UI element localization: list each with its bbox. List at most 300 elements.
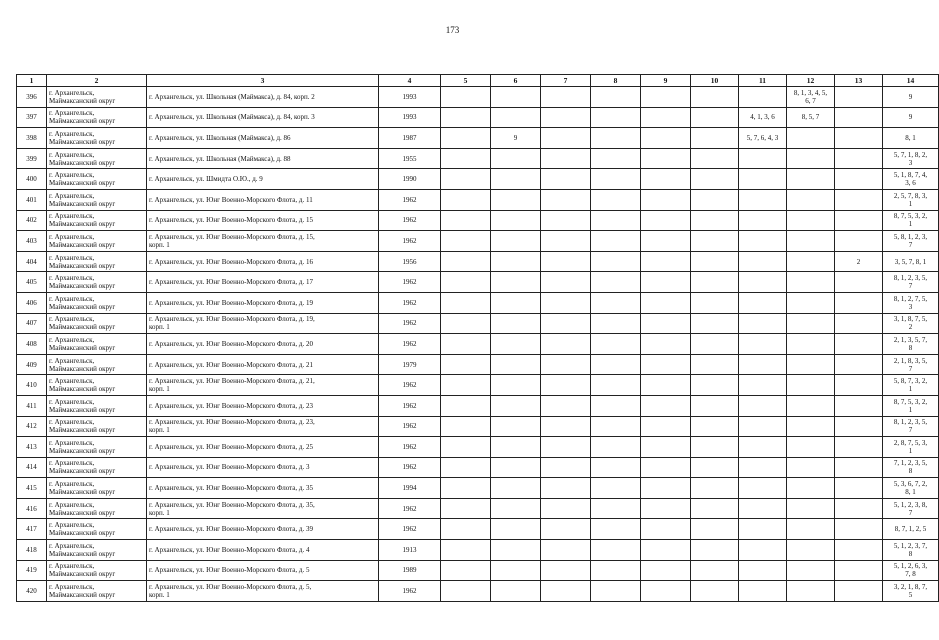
col-10-cell xyxy=(691,416,739,437)
table-row xyxy=(17,251,939,272)
col-8-cell xyxy=(591,251,641,272)
col-14-cell-line2: 1 xyxy=(908,385,913,394)
col-8-cell xyxy=(591,231,641,252)
row-number: 409 xyxy=(17,354,47,375)
district-cell-line1: г. Архангельск, xyxy=(49,480,95,489)
col-8-cell xyxy=(591,87,641,108)
district-cell xyxy=(47,375,147,396)
col-8-cell xyxy=(591,169,641,190)
col-12-cell: 8, 5, 7 xyxy=(787,107,835,128)
address-cell: г. Архангельск, ул. Юнг Военно-Морского Флота, д. 17 xyxy=(147,272,379,293)
district-cell-line1: г. Архангельск, xyxy=(49,171,95,180)
col-6-cell xyxy=(491,478,541,499)
col-14-cell-line1: 3, 2, 1, 8, 7, xyxy=(893,583,928,592)
col-9-cell xyxy=(641,478,691,499)
year-cell: 1962 xyxy=(379,457,441,478)
col-14-cell: 8, 7, 1, 2, 5 xyxy=(883,519,939,540)
district-cell-line2: Маймаксанский округ xyxy=(49,570,116,579)
district-cell xyxy=(47,210,147,231)
district-cell-line1: г. Архангельск, xyxy=(49,459,95,468)
col-9-cell xyxy=(641,169,691,190)
col-13-cell xyxy=(835,334,883,355)
col-7-cell xyxy=(541,231,591,252)
row-number: 400 xyxy=(17,169,47,190)
year-cell: 1993 xyxy=(379,107,441,128)
col-13-cell xyxy=(835,375,883,396)
district-cell-line1: г. Архангельск, xyxy=(49,541,95,550)
col-12-cell xyxy=(787,437,835,458)
col-12-cell xyxy=(787,375,835,396)
col-9-cell xyxy=(641,354,691,375)
col-14-cell-line2: 2 xyxy=(908,323,913,332)
year-cell: 1962 xyxy=(379,292,441,313)
address-cell-line1: г. Архангельск, ул. Юнг Военно-Морского Флота, д. 19, xyxy=(149,315,315,324)
col-7-cell xyxy=(541,437,591,458)
table-row xyxy=(17,313,939,334)
year-cell: 1962 xyxy=(379,581,441,602)
col-7-cell xyxy=(541,334,591,355)
row-number: 403 xyxy=(17,231,47,252)
col-8-cell xyxy=(591,375,641,396)
address-cell: г. Архангельск, ул. Юнг Военно-Морского Флота, д. 3 xyxy=(147,457,379,478)
district-cell-line1: г. Архангельск, xyxy=(49,335,95,344)
col-6-cell xyxy=(491,87,541,108)
col-11-cell xyxy=(739,169,787,190)
col-14-cell-line2: 8 xyxy=(908,343,913,352)
col-14-cell xyxy=(883,334,939,355)
district-cell-line1: г. Архангельск, xyxy=(49,315,95,324)
row-number: 416 xyxy=(17,498,47,519)
col-14-cell-line1: 2, 1, 8, 3, 5, xyxy=(893,356,928,365)
district-cell-line2: Маймаксанский округ xyxy=(49,591,116,600)
col-10-cell xyxy=(691,540,739,561)
district-cell xyxy=(47,540,147,561)
col-7-cell xyxy=(541,354,591,375)
col-9-cell xyxy=(641,87,691,108)
col-10-cell xyxy=(691,519,739,540)
table-row xyxy=(17,375,939,396)
col-14-cell xyxy=(883,498,939,519)
address-cell: г. Архангельск, ул. Юнг Военно-Морского Флота, д. 21 xyxy=(147,354,379,375)
col-9-cell xyxy=(641,437,691,458)
col-9-cell xyxy=(641,375,691,396)
address-cell: г. Архангельск, ул. Юнг Военно-Морского Флота, д. 4 xyxy=(147,540,379,561)
col-9-cell xyxy=(641,540,691,561)
address-cell: г. Архангельск, ул. Юнг Военно-Морского Флота, д. 39 xyxy=(147,519,379,540)
col-5-cell xyxy=(441,313,491,334)
district-cell-line1: г. Архангельск, xyxy=(49,191,95,200)
year-cell: 1989 xyxy=(379,560,441,581)
col-8-cell xyxy=(591,519,641,540)
table-header-row xyxy=(17,75,939,87)
district-cell-line2: Маймаксанский округ xyxy=(49,549,116,558)
table-row xyxy=(17,231,939,252)
col-6-cell xyxy=(491,292,541,313)
col-7-cell xyxy=(541,107,591,128)
col-5-cell xyxy=(441,148,491,169)
row-number: 397 xyxy=(17,107,47,128)
column-header-5: 5 xyxy=(441,75,491,87)
district-cell-line2: Маймаксанский округ xyxy=(49,426,116,435)
district-cell-line2: Маймаксанский округ xyxy=(49,529,116,538)
col-13-cell xyxy=(835,581,883,602)
table-row xyxy=(17,498,939,519)
col-11-cell xyxy=(739,251,787,272)
col-11-cell xyxy=(739,210,787,231)
year-cell: 1913 xyxy=(379,540,441,561)
table-row xyxy=(17,107,939,128)
col-10-cell xyxy=(691,87,739,108)
col-9-cell xyxy=(641,189,691,210)
district-cell-line2: Маймаксанский округ xyxy=(49,199,116,208)
year-cell: 1955 xyxy=(379,148,441,169)
district-cell xyxy=(47,519,147,540)
table-row xyxy=(17,478,939,499)
col-9-cell xyxy=(641,519,691,540)
col-13-cell xyxy=(835,87,883,108)
district-cell xyxy=(47,437,147,458)
col-9-cell xyxy=(641,416,691,437)
row-number: 419 xyxy=(17,560,47,581)
district-cell xyxy=(47,313,147,334)
col-14-cell-line2: 8, 1 xyxy=(905,488,916,497)
col-14-cell-line2: 7 xyxy=(908,364,913,373)
col-6-cell: 9 xyxy=(491,128,541,149)
col-5-cell xyxy=(441,478,491,499)
col-12-cell-line1: 8, 1, 3, 4, 5, xyxy=(793,88,828,97)
district-cell-line1: г. Архангельск, xyxy=(49,562,95,571)
district-cell-line1: г. Архангельск, xyxy=(49,500,95,509)
district-cell-line1: г. Архангельск, xyxy=(49,397,95,406)
district-cell xyxy=(47,416,147,437)
col-14-cell-line2: 7, 8 xyxy=(905,570,916,579)
col-7-cell xyxy=(541,416,591,437)
address-cell xyxy=(147,416,379,437)
col-5-cell xyxy=(441,189,491,210)
col-6-cell xyxy=(491,210,541,231)
col-8-cell xyxy=(591,272,641,293)
address-cell-line1: г. Архангельск, ул. Юнг Военно-Морского Флота, д. 21, xyxy=(149,377,315,386)
col-6-cell xyxy=(491,560,541,581)
column-header-2: 2 xyxy=(47,75,147,87)
year-cell: 1962 xyxy=(379,334,441,355)
district-cell-line2: Маймаксанский округ xyxy=(49,302,116,311)
col-11-cell xyxy=(739,560,787,581)
col-11-cell xyxy=(739,354,787,375)
col-7-cell xyxy=(541,395,591,416)
col-13-cell xyxy=(835,107,883,128)
col-7-cell xyxy=(541,519,591,540)
district-cell-line2: Маймаксанский округ xyxy=(49,220,116,229)
col-9-cell xyxy=(641,107,691,128)
col-14-cell-line1: 2, 5, 7, 8, 3, xyxy=(893,191,928,200)
col-5-cell xyxy=(441,498,491,519)
col-5-cell xyxy=(441,437,491,458)
address-cell: г. Архангельск, ул. Школьная (Маймакса), д. 84, корп. 3 xyxy=(147,107,379,128)
col-5-cell xyxy=(441,540,491,561)
col-10-cell xyxy=(691,251,739,272)
col-5-cell xyxy=(441,251,491,272)
district-cell-line2: Маймаксанский округ xyxy=(49,508,116,517)
col-14-cell-line2: 7 xyxy=(908,426,913,435)
col-14-cell xyxy=(883,478,939,499)
row-number: 415 xyxy=(17,478,47,499)
table-row xyxy=(17,87,939,108)
table-row xyxy=(17,292,939,313)
col-11-cell: 4, 1, 3, 6 xyxy=(739,107,787,128)
address-cell xyxy=(147,498,379,519)
col-7-cell xyxy=(541,189,591,210)
col-6-cell xyxy=(491,169,541,190)
col-9-cell xyxy=(641,292,691,313)
district-cell-line2: Маймаксанский округ xyxy=(49,385,116,394)
district-cell xyxy=(47,87,147,108)
district-cell-line2: Маймаксанский округ xyxy=(49,179,116,188)
district-cell xyxy=(47,128,147,149)
col-14-cell: 8, 1 xyxy=(883,128,939,149)
table-row xyxy=(17,457,939,478)
year-cell: 1987 xyxy=(379,128,441,149)
table-row xyxy=(17,519,939,540)
col-14-cell xyxy=(883,231,939,252)
col-12-cell xyxy=(787,560,835,581)
address-cell: г. Архангельск, ул. Юнг Военно-Морского Флота, д. 25 xyxy=(147,437,379,458)
col-13-cell xyxy=(835,169,883,190)
col-5-cell xyxy=(441,210,491,231)
row-number: 406 xyxy=(17,292,47,313)
address-cell: г. Архангельск, ул. Юнг Военно-Морского Флота, д. 35 xyxy=(147,478,379,499)
col-13-cell xyxy=(835,148,883,169)
row-number: 417 xyxy=(17,519,47,540)
col-9-cell xyxy=(641,498,691,519)
district-cell-line2: Маймаксанский округ xyxy=(49,240,116,249)
year-cell: 1962 xyxy=(379,395,441,416)
col-5-cell xyxy=(441,457,491,478)
col-14-cell xyxy=(883,189,939,210)
col-14-cell xyxy=(883,148,939,169)
col-12-cell xyxy=(787,478,835,499)
col-10-cell xyxy=(691,457,739,478)
district-cell-line2: Маймаксанский округ xyxy=(49,343,116,352)
address-cell: г. Архангельск, ул. Юнг Военно-Морского Флота, д. 20 xyxy=(147,334,379,355)
col-10-cell xyxy=(691,210,739,231)
col-10-cell xyxy=(691,272,739,293)
col-6-cell xyxy=(491,540,541,561)
col-14-cell-line2: 7 xyxy=(908,508,913,517)
col-11-cell xyxy=(739,540,787,561)
year-cell: 1962 xyxy=(379,189,441,210)
col-14-cell-line1: 8, 7, 5, 3, 2, xyxy=(893,397,928,406)
col-13-cell: 2 xyxy=(835,251,883,272)
col-9-cell xyxy=(641,313,691,334)
address-cell-line2: корп. 1 xyxy=(149,323,170,332)
column-header-11: 11 xyxy=(739,75,787,87)
col-7-cell xyxy=(541,560,591,581)
col-14-cell xyxy=(883,457,939,478)
col-14-cell-line1: 5, 3, 6, 7, 2, xyxy=(893,480,928,489)
col-9-cell xyxy=(641,251,691,272)
col-9-cell xyxy=(641,581,691,602)
district-cell xyxy=(47,251,147,272)
district-cell-line1: г. Архангельск, xyxy=(49,294,95,303)
col-6-cell xyxy=(491,519,541,540)
col-6-cell xyxy=(491,272,541,293)
column-header-6: 6 xyxy=(491,75,541,87)
column-header-1: 1 xyxy=(17,75,47,87)
col-8-cell xyxy=(591,189,641,210)
table-row xyxy=(17,210,939,231)
address-cell xyxy=(147,375,379,396)
col-14-cell: 9 xyxy=(883,87,939,108)
table-row xyxy=(17,169,939,190)
district-cell-line2: Маймаксанский округ xyxy=(49,96,116,105)
column-header-13: 13 xyxy=(835,75,883,87)
col-6-cell xyxy=(491,416,541,437)
year-cell: 1962 xyxy=(379,313,441,334)
col-5-cell xyxy=(441,416,491,437)
address-cell-line2: корп. 1 xyxy=(149,385,170,394)
col-11-cell xyxy=(739,519,787,540)
col-13-cell xyxy=(835,478,883,499)
col-12-cell xyxy=(787,210,835,231)
col-7-cell xyxy=(541,148,591,169)
row-number: 418 xyxy=(17,540,47,561)
col-12-cell xyxy=(787,231,835,252)
district-cell-line2: Маймаксанский округ xyxy=(49,488,116,497)
col-13-cell xyxy=(835,189,883,210)
district-cell-line2: Маймаксанский округ xyxy=(49,467,116,476)
col-7-cell xyxy=(541,272,591,293)
col-13-cell xyxy=(835,128,883,149)
district-cell-line1: г. Архангельск, xyxy=(49,212,95,221)
col-12-cell xyxy=(787,292,835,313)
col-14-cell-line2: 7 xyxy=(908,240,913,249)
registry-table xyxy=(16,74,939,602)
col-11-cell: 5, 7, 6, 4, 3 xyxy=(739,128,787,149)
col-14-cell-line1: 5, 1, 2, 6, 3, xyxy=(893,562,928,571)
col-12-cell xyxy=(787,395,835,416)
col-7-cell xyxy=(541,128,591,149)
table-body xyxy=(17,87,939,602)
col-12-cell xyxy=(787,87,835,108)
col-5-cell xyxy=(441,334,491,355)
address-cell: г. Архангельск, ул. Школьная (Маймакса), д. 84, корп. 2 xyxy=(147,87,379,108)
col-14-cell-line2: 3 xyxy=(908,302,913,311)
col-9-cell xyxy=(641,210,691,231)
table-row xyxy=(17,334,939,355)
col-14-cell xyxy=(883,437,939,458)
col-6-cell xyxy=(491,457,541,478)
address-cell: г. Архангельск, ул. Юнг Военно-Морского Флота, д. 11 xyxy=(147,189,379,210)
col-10-cell xyxy=(691,437,739,458)
col-11-cell xyxy=(739,148,787,169)
year-cell: 1962 xyxy=(379,231,441,252)
col-14-cell-line1: 7, 1, 2, 3, 5, xyxy=(893,459,928,468)
col-13-cell xyxy=(835,437,883,458)
district-cell-line2: Маймаксанский округ xyxy=(49,446,116,455)
col-14-cell xyxy=(883,581,939,602)
col-11-cell xyxy=(739,313,787,334)
district-cell-line2: Маймаксанский округ xyxy=(49,261,116,270)
address-cell-line2: корп. 1 xyxy=(149,240,170,249)
address-cell-line2: корп. 1 xyxy=(149,591,170,600)
district-cell-line2: Маймаксанский округ xyxy=(49,158,116,167)
district-cell-line1: г. Архангельск, xyxy=(49,129,95,138)
column-header-10: 10 xyxy=(691,75,739,87)
col-14-cell-line1: 8, 7, 5, 3, 2, xyxy=(893,212,928,221)
district-cell-line1: г. Архангельск, xyxy=(49,109,95,118)
district-cell xyxy=(47,169,147,190)
col-11-cell xyxy=(739,395,787,416)
table-row xyxy=(17,272,939,293)
col-14-cell-line2: 8 xyxy=(908,467,913,476)
district-cell-line1: г. Архангельск, xyxy=(49,356,95,365)
col-8-cell xyxy=(591,560,641,581)
col-13-cell xyxy=(835,540,883,561)
address-cell-line1: г. Архангельск, ул. Юнг Военно-Морского Флота, д. 15, xyxy=(149,232,315,241)
year-cell: 1994 xyxy=(379,478,441,499)
year-cell: 1962 xyxy=(379,437,441,458)
col-6-cell xyxy=(491,313,541,334)
col-12-cell xyxy=(787,519,835,540)
col-8-cell xyxy=(591,107,641,128)
column-header-8: 8 xyxy=(591,75,641,87)
col-10-cell xyxy=(691,231,739,252)
col-10-cell xyxy=(691,581,739,602)
col-7-cell xyxy=(541,292,591,313)
address-cell: г. Архангельск, ул. Юнг Военно-Морского Флота, д. 16 xyxy=(147,251,379,272)
district-cell xyxy=(47,395,147,416)
col-11-cell xyxy=(739,375,787,396)
col-12-cell xyxy=(787,189,835,210)
col-8-cell xyxy=(591,128,641,149)
col-5-cell xyxy=(441,169,491,190)
col-14-cell-line1: 8, 1, 2, 7, 5, xyxy=(893,294,928,303)
col-11-cell xyxy=(739,437,787,458)
col-12-cell xyxy=(787,416,835,437)
col-11-cell xyxy=(739,416,787,437)
column-header-7: 7 xyxy=(541,75,591,87)
district-cell-line1: г. Архангельск, xyxy=(49,88,95,97)
col-11-cell xyxy=(739,189,787,210)
col-8-cell xyxy=(591,313,641,334)
col-8-cell xyxy=(591,498,641,519)
col-10-cell xyxy=(691,292,739,313)
col-14-cell xyxy=(883,354,939,375)
col-9-cell xyxy=(641,148,691,169)
col-7-cell xyxy=(541,457,591,478)
col-11-cell xyxy=(739,292,787,313)
year-cell: 1979 xyxy=(379,354,441,375)
district-cell-line2: Маймаксанский округ xyxy=(49,405,116,414)
row-number: 420 xyxy=(17,581,47,602)
column-header-12: 12 xyxy=(787,75,835,87)
col-11-cell xyxy=(739,272,787,293)
col-14-cell-line2: 1 xyxy=(908,405,913,414)
col-5-cell xyxy=(441,519,491,540)
col-9-cell xyxy=(641,231,691,252)
district-cell-line2: Маймаксанский округ xyxy=(49,117,116,126)
col-13-cell xyxy=(835,231,883,252)
col-10-cell xyxy=(691,395,739,416)
district-cell xyxy=(47,581,147,602)
col-6-cell xyxy=(491,231,541,252)
year-cell: 1962 xyxy=(379,272,441,293)
address-cell: г. Архангельск, ул. Школьная (Маймакса), д. 86 xyxy=(147,128,379,149)
address-cell xyxy=(147,231,379,252)
table-row xyxy=(17,437,939,458)
col-6-cell xyxy=(491,107,541,128)
